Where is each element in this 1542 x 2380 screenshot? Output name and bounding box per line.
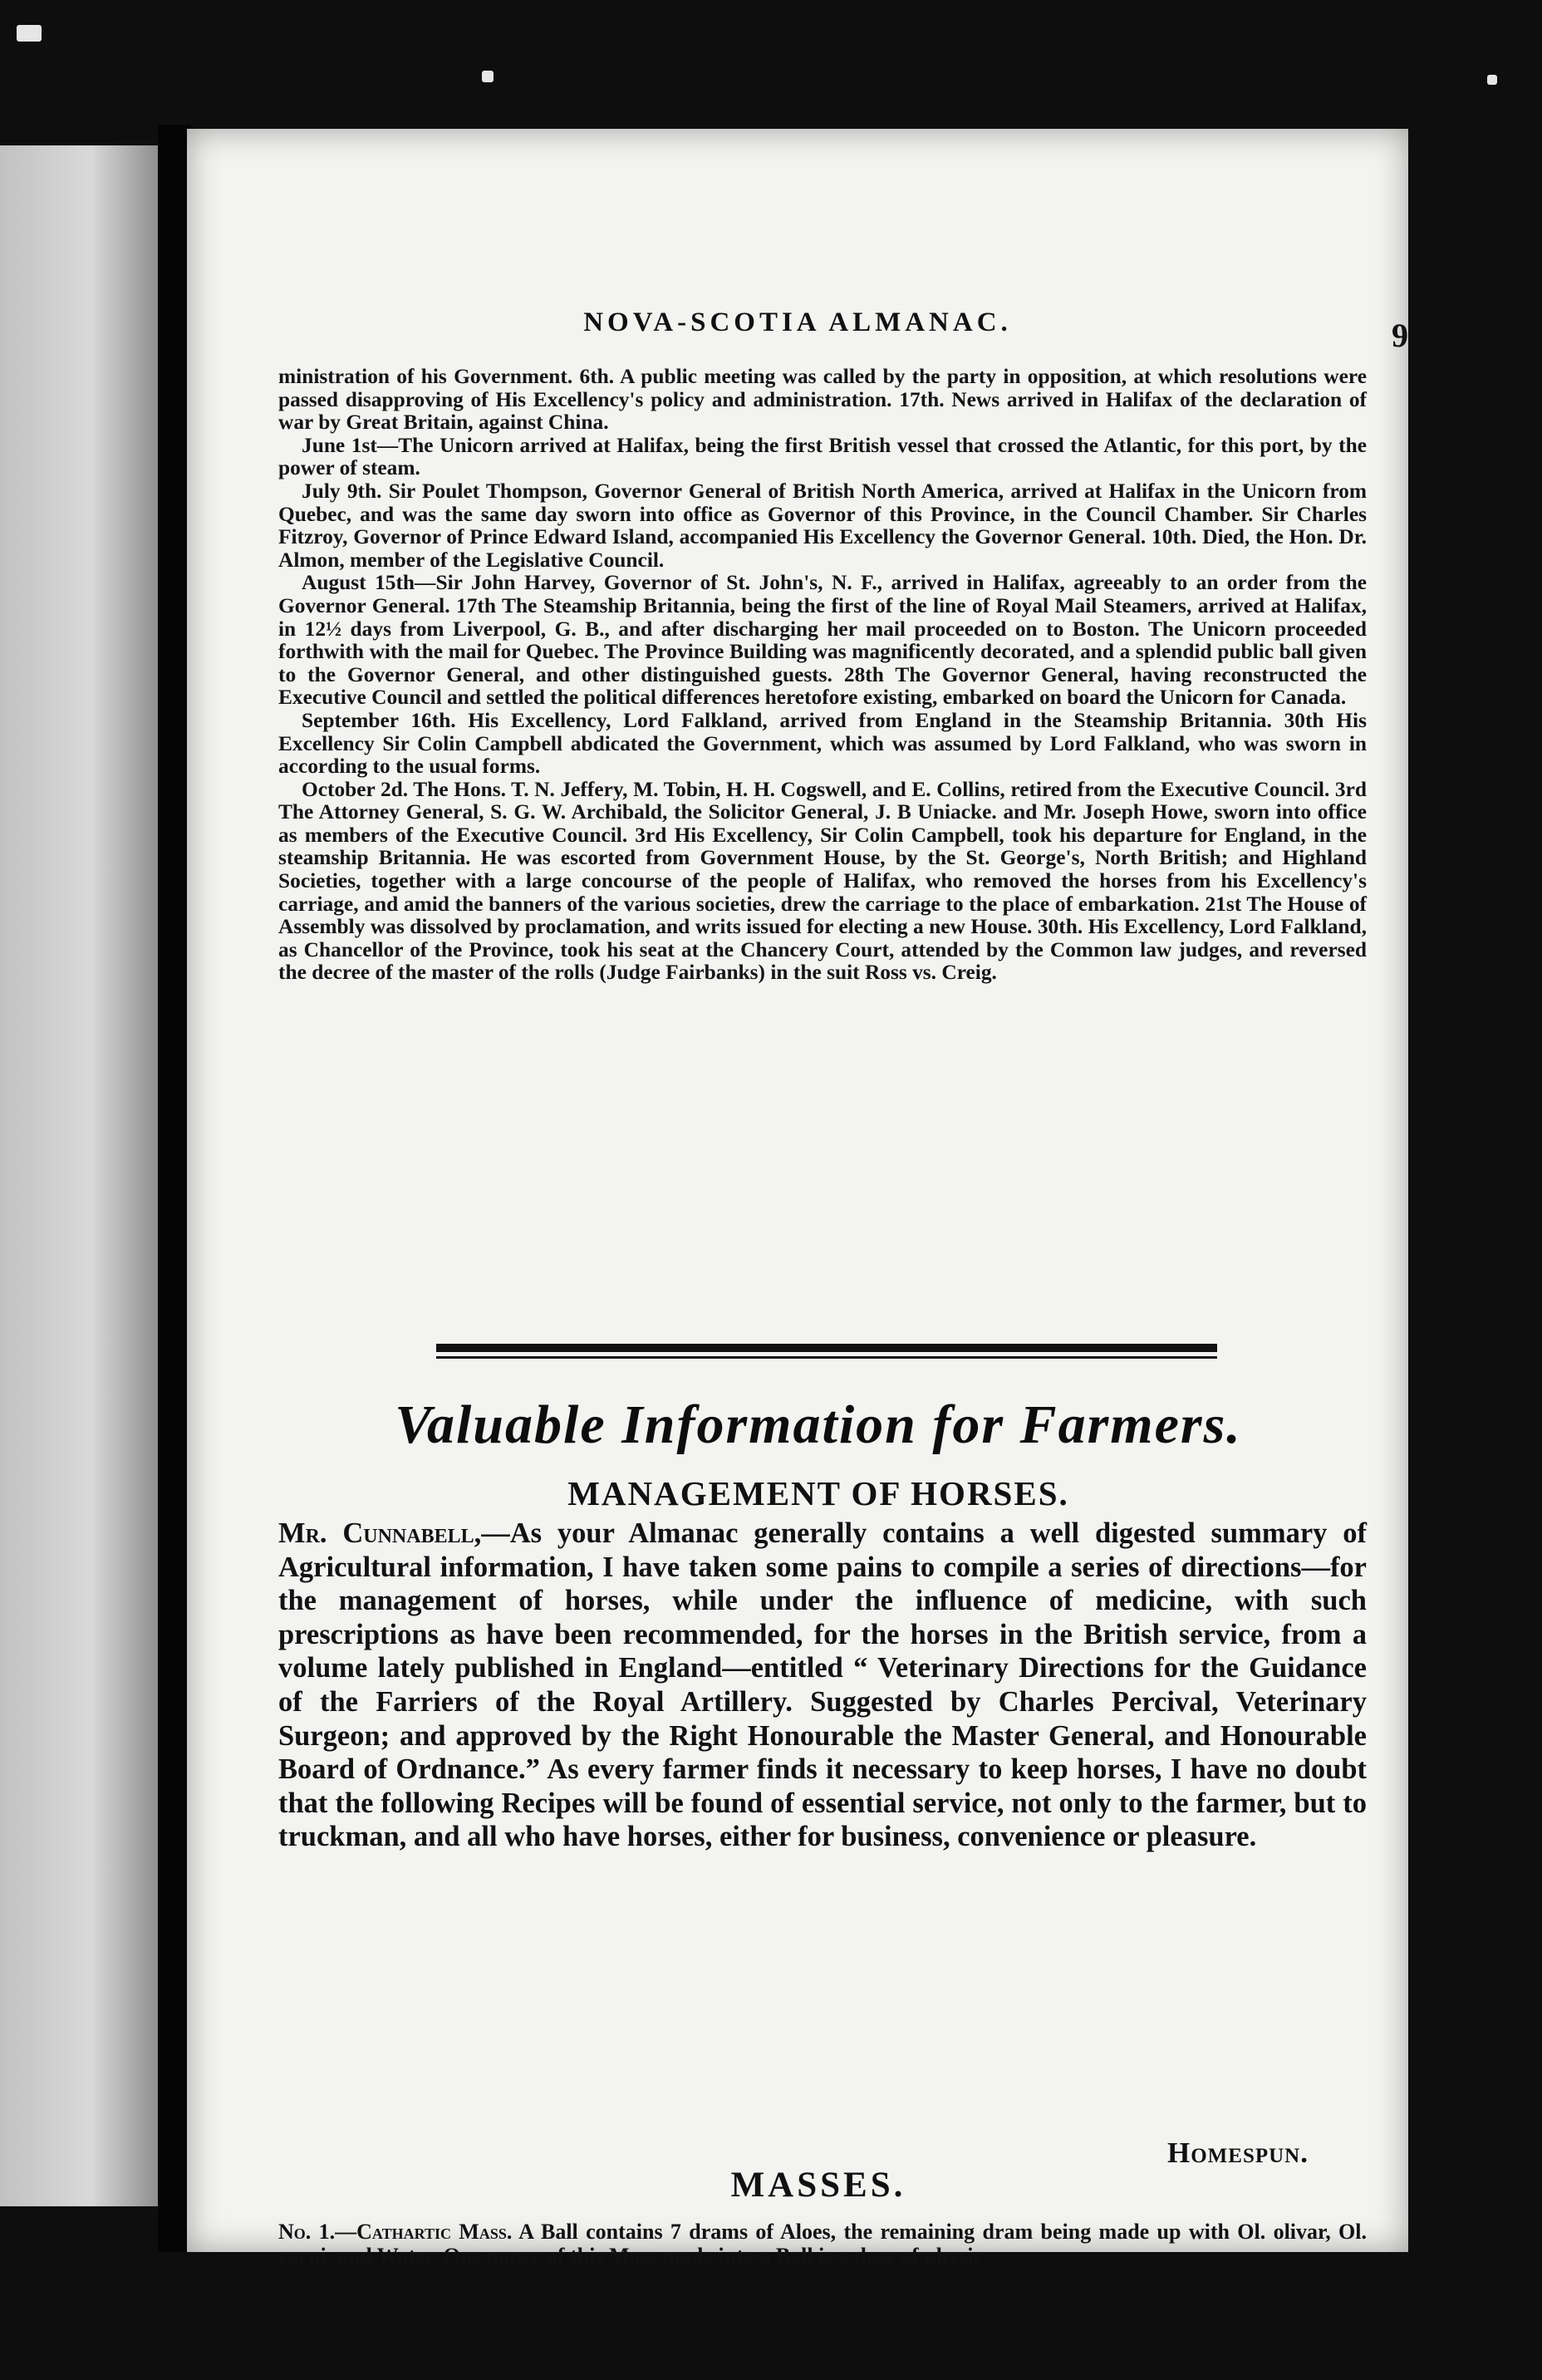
scan-speck <box>1487 75 1497 85</box>
section-divider-rule <box>436 1344 1217 1352</box>
letter-signature: Homespun. <box>1167 2137 1309 2169</box>
chronicle-paragraph: ministration of his Government. 6th. A public meeting was called by the party in opposition, at which resolutions were passed disapproving of His Excellency's policy and administration. 17th. News arrived in Halifax of the declaration of war by Great Britain, against China. <box>278 365 1367 435</box>
chronicle-paragraph: August 15th—Sir John Harvey, Governor of St. John's, N. F., arrived in Halifax, agreeably to an order from the Governor General. 17th The Steamship Britannia, being the first of the line of Royal Mail Steamers, arrived at Halifax, in 12½ days from Liverpool, G. B., and after discharging her mail proceeded on to Boston. The Unicorn proceeded forthwith with the mail for Quebec. The Province Building was magnificently decorated, and a splendid public ball given to the Governor General, and other distinguished guests. 28th The Governor General, having reconstructed the Executive Council and settled the political differences heretofore existing, embarked on board the Unicorn for Canada. <box>278 571 1367 710</box>
chronicle-paragraph: June 1st—The Unicorn arrived at Halifax, being the first British vessel that crossed the Atlantic, for this port, by the power of steam. <box>278 433 1367 480</box>
chronicle-of-events <box>278 366 1367 985</box>
scan-speck <box>17 25 42 42</box>
scan-speck <box>482 71 494 82</box>
book-gutter <box>158 125 191 2252</box>
masses-heading: MASSES. <box>730 2166 906 2205</box>
facing-page-edge <box>0 145 167 2206</box>
chronicle-paragraph: September 16th. His Excellency, Lord Falkland, arrived from England in the Steamship Britannia. 30th His Excellency Sir Colin Campbell abdicated the Government, which was assumed by Lord Falkland, who was sworn in according to the usual forms. <box>278 708 1367 779</box>
letter-salutation: Mr. Cunnabell, <box>278 1517 482 1549</box>
recipe-text: A Ball contains 7 drams of Aloes, the remaining dram being made up with Ol. olivar, Ol. carui, and Water. One ounce of this Mass made into a Ball is a dose of physic. <box>278 2220 1367 2268</box>
section-heading: Valuable Information for Farmers. <box>395 1394 1242 1455</box>
letter-body: —As your Almanac generally contains a well digested summary of Agricultural information, I have taken some pains to compile a series of directions—for the management of horses, while under the influence of medicine, with such prescriptions as have been recommended, for the horses in the British service, from a volume lately published in England—entitled “ Veterinary Directions for the Guidance of the Farriers of the Royal Artillery. Suggested by Charles Percival, Veterinary Surgeon; and approved by the Right Honourable the Master General, and Honourable Board of Ordnance.” As every farmer finds it necessary to keep horses, I have no doubt that the following Recipes will be found of essential service, not only to the farmer, but to truckman, and all who have horses, either for business, convenience or pleasure. <box>278 1517 1368 1853</box>
subsection-heading: MANAGEMENT OF HORSES. <box>567 1474 1069 1512</box>
recipe-number: No. 1.—Cathartic Mass. <box>278 2220 513 2244</box>
chronicle-paragraph: October 2d. The Hons. T. N. Jeffery, M. Tobin, H. H. Cogswell, and E. Collins, retired from the Executive Council. 3rd The Attorney General, S. G. W. Archibald, the Solicitor General, J. B Uniacke. and Mr. Joseph Howe, sworn into office as members of the Executive Council. 3rd His Excellency, Sir Colin Campbell, took his departure for England, in the steamship Britannia. He was escorted from Government House, by the St. George's, North British; and Highland Societies, together with a large concourse of the people of Halifax, who removed the horses from his Excellency's carriage, and amid the banners of the various societies, drew the carriage to the place of embarkation. 21st The House of Assembly was dissolved by proclamation, and writs issued for electing a new House. 30th. His Excellency, Lord Falkland, as Chancellor of the Province, took his seat at the Chancery Court, attended by the Common law judges, and reversed the decree of the master of the rolls (Judge Fairbanks) in the suit Ross vs. Creig. <box>278 777 1367 985</box>
chronicle-paragraph: July 9th. Sir Poulet Thompson, Governor General of British North America, arrived at Halifax in the Unicorn from Quebec, and was the same day sworn into office as Governor of this Province, in the Council Chamber. Sir Charles Fitzroy, Governor of Prince Edward Island, accompanied His Excellency the Governor General. 10th. Died, the Hon. Dr. Almon, member of the Legislative Council. <box>278 479 1367 572</box>
recipe-entry <box>278 2220 1367 2268</box>
page-number: 9 <box>1392 317 1408 354</box>
letter-to-editor <box>278 1517 1367 1854</box>
section-divider-hairline <box>436 1356 1217 1359</box>
almanac-page <box>187 129 1408 2268</box>
running-header: NOVA-SCOTIA ALMANAC. <box>583 307 1012 337</box>
